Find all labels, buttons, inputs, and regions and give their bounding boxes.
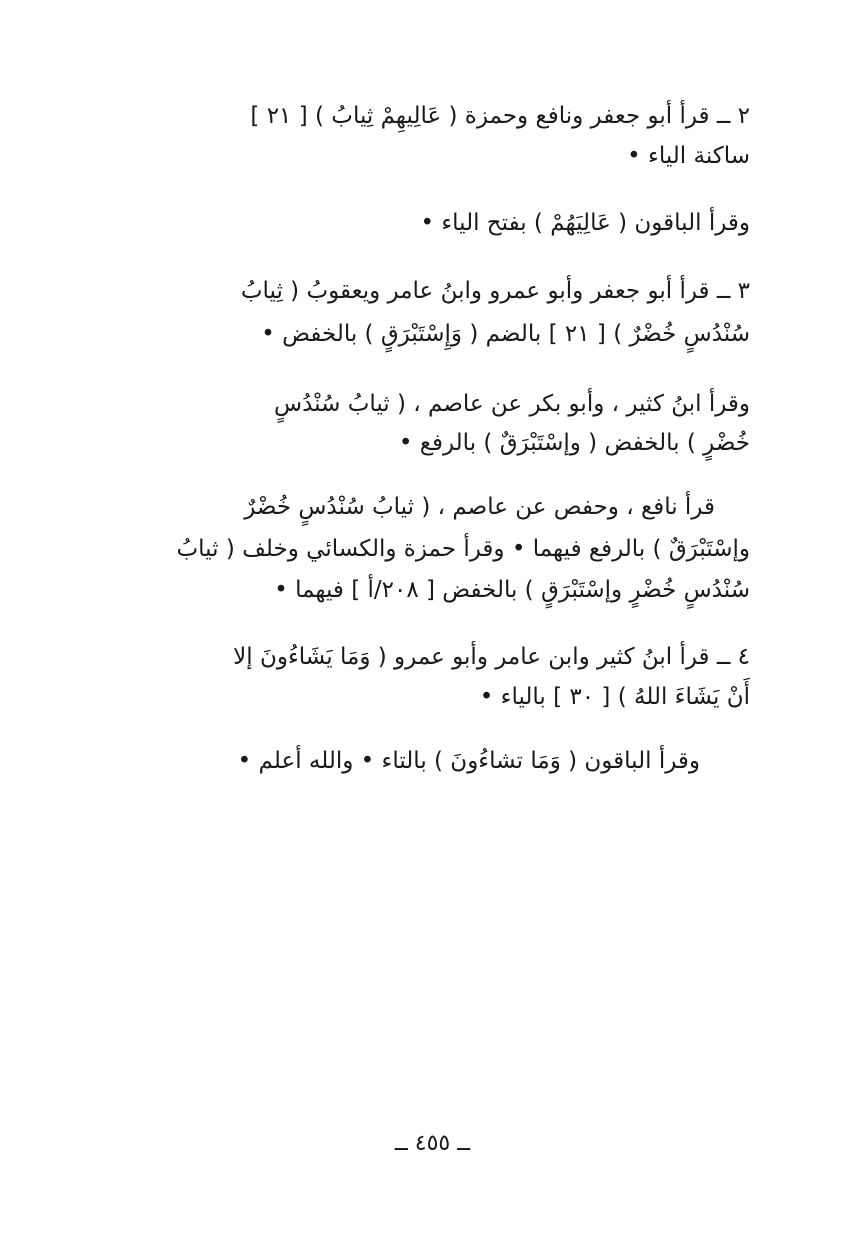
text-line: سُنْدُسٍ خُضْرٍ وإسْتَبْرَقٍ ) بالخفض [ ٢٠٨/أ ] فيهما • [274, 577, 750, 603]
text-line: ٢ ــ قرأ أبو جعفر ونافع وحمزة ( عَالِيهِمْ ثِيابُ ) [ ٢١ ] [250, 103, 750, 129]
text-line: قرأ نافع ، وحفص عن عاصم ، ( ثيابُ سُنْدُسٍ خُضْرٌ [244, 494, 715, 520]
text-line: سُنْدُسٍ خُضْرٌ ) [ ٢١ ] بالضم ( وَإِسْتَبْرَقٍ ) بالخفض • [261, 321, 750, 347]
text-line: أَنْ يَشَاءَ اللهُ ) [ ٣٠ ] بالياء • [479, 684, 750, 710]
text-line: ساكنة الياء • [627, 143, 750, 169]
text-line: خُضْرٍ ) بالخفض ( وإسْتَبْرَقٌ ) بالرفع • [398, 430, 750, 456]
text-line: ٣ ــ قرأ أبو جعفر وأبو عمرو وابنُ عامر ويعقوبُ ( ثِيابُ [240, 278, 750, 304]
text-line: وقرأ الباقون ( وَمَا تشاءُونَ ) بالتاء • والله أعلم • [237, 748, 700, 774]
text-line: ٤ ــ قرأ ابنُ كثير وابن عامر وأبو عمرو ( وَمَا يَشَاءُونَ إلا [233, 644, 750, 670]
text-line: وإسْتَبْرَقٌ ) بالرفع فيهما • وقرأ حمزة والكسائي وخلف ( ثيابُ [176, 536, 750, 562]
page-number: ــ ٤٥٥ ــ [394, 1131, 471, 1156]
text-line: وقرأ ابنُ كثير ، وأبو بكر عن عاصم ، ( ثيابُ سُنْدُسٍ [274, 391, 750, 417]
text-line: وقرأ الباقون ( عَالِيَهُمْ ) بفتح الياء • [420, 210, 750, 236]
